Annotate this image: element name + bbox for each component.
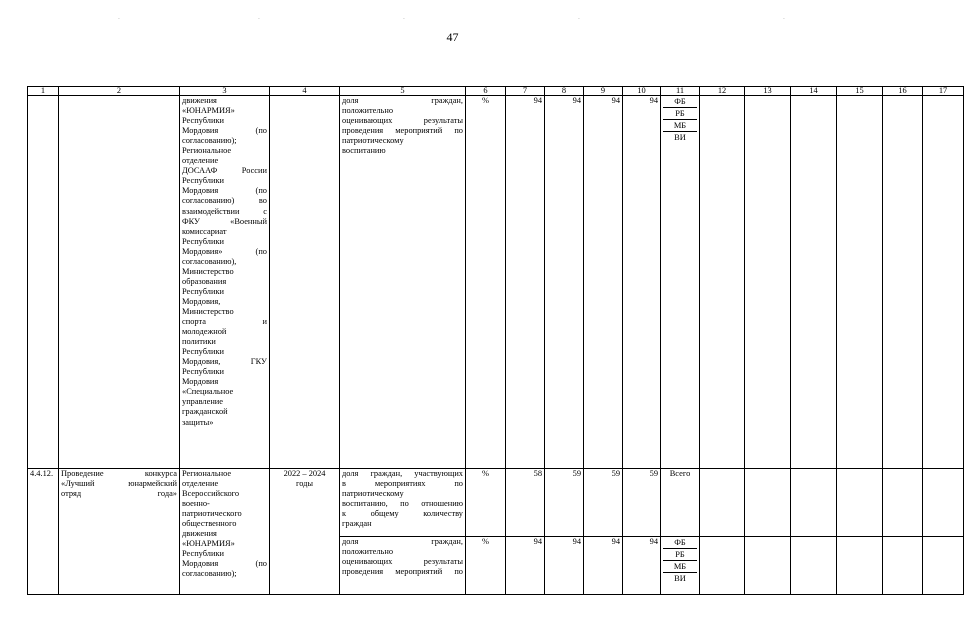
column-number-17: 17	[923, 87, 964, 96]
text-line: гражданской	[182, 407, 228, 417]
cell-unit: %	[466, 469, 506, 537]
text-line: Проведение конкурса	[61, 469, 177, 478]
cell-period	[270, 469, 340, 595]
text-line: отделение	[182, 479, 219, 489]
text-line: доля граждан,	[342, 537, 463, 546]
cell-unit: %	[466, 537, 506, 595]
column-number-10: 10	[623, 87, 661, 96]
cell-value-8: 94	[545, 537, 584, 595]
text-line: отделение	[182, 156, 219, 166]
program-table	[27, 86, 964, 595]
column-number-7: 7	[506, 87, 545, 96]
text-line: годы	[295, 479, 314, 489]
text-line: согласованию);	[182, 136, 237, 146]
text-line: движения	[182, 96, 217, 105]
cell-num: 4.4.12.	[28, 469, 59, 595]
cell-value-9: 94	[584, 537, 623, 595]
text-line: Республики	[182, 176, 225, 186]
cell-executors	[180, 469, 270, 595]
text-line: Мордовия (по	[182, 126, 267, 136]
text-line: Мордовия	[182, 377, 219, 387]
text-line: Региональное	[182, 469, 232, 478]
text-line: воспитанию	[342, 146, 386, 156]
text-line: образования	[182, 276, 227, 286]
text-line: патриотического	[182, 509, 242, 519]
text-line: политики	[182, 337, 216, 347]
column-number-14: 14	[791, 87, 837, 96]
table-row	[28, 469, 964, 537]
document-page: · · · · · 47 1 2 3 4 5 6 7 8 9 10 11 12 13 14 15 16 17 движения «ЮНАРМИЯ» Республики Мордовия (по согласованию); Региональное отделение ДОСААФ России Республики Мордовия (по согласованию) во взаимодействии с ФКУ «Военный комиссариат Республики Мордовия» (по согласованию), Министерство образования Республики Мордовия, Министерство спорта и молодежной политики Республики Мордовия, ГКУ Республики Мордовия «Специальное управление гражданской защиты» доля граждан, положительно оценивающих результаты проведения мероприятий по патриотическому воспитанию % 94 94 94 94 ФБ РБ МБ ВИ 4.4.12. Проведение конкурса «Лучший юнармейский отряд года» Региональное отделение Всероссийского военно- патриотического общественного движения «ЮНАРМИЯ» Республики Мордовия (по согласованию); 2022 – 2024 годы доля граждан, участвующих в мероприятиях по патриотическому воспитанию, по отношению к общему количеству граждан % 58 59 59 59 Всего доля граждан, положительно оценивающих результаты проведения мероприятий по % 94 94 94 94 ФБ РБ МБ ВИ	[0, 0, 905, 640]
cell-value-7: 58	[506, 469, 545, 537]
cell-unit: %	[466, 96, 506, 469]
cell-value-8: 59	[545, 469, 584, 537]
text-line: граждан	[342, 519, 372, 529]
text-line: ДОСААФ России	[182, 166, 267, 176]
text-line: 2022 – 2024	[283, 469, 326, 478]
text-line: Мордовия,	[182, 296, 221, 306]
text-line: управление	[182, 397, 223, 407]
funding-source-item: ФБ	[663, 537, 697, 549]
text-line: Мордовия» (по	[182, 246, 267, 256]
column-number-4: 4	[270, 87, 340, 96]
text-line: в мероприятиях по	[342, 479, 463, 489]
text-line: «ЮНАРМИЯ»	[182, 539, 235, 549]
cell-executors	[180, 96, 270, 469]
cell-num	[28, 96, 59, 469]
column-number-8: 8	[545, 87, 584, 96]
text-line: военно-	[182, 499, 210, 509]
text-line: «Лучший юнармейский	[61, 479, 177, 489]
text-line: положительно	[342, 106, 394, 116]
text-line: к общему количеству	[342, 509, 463, 519]
text-line: положительно	[342, 547, 394, 557]
column-number-13: 13	[745, 87, 791, 96]
text-line: проведения мероприятий по	[342, 567, 463, 577]
cell-value-7: 94	[506, 537, 545, 595]
column-number-1: 1	[28, 87, 59, 96]
text-line: Республики	[182, 116, 225, 126]
text-line: Мордовия (по	[182, 559, 267, 569]
cell-value-10: 94	[623, 96, 661, 469]
cell-value-9: 94	[584, 96, 623, 469]
column-number-3: 3	[180, 87, 270, 96]
table-row	[28, 96, 964, 469]
text-line: «ЮНАРМИЯ»	[182, 106, 235, 116]
funding-source-item: МБ	[663, 561, 697, 573]
cell-period	[270, 96, 340, 469]
cell-value-9: 59	[584, 469, 623, 537]
cell-funding-source	[661, 96, 700, 469]
text-line: молодежной	[182, 327, 227, 337]
text-line: согласованию);	[182, 569, 237, 579]
text-line: спорта и	[182, 317, 267, 327]
text-line: Мордовия (по	[182, 186, 267, 196]
text-line: воспитанию, по отношению	[342, 499, 463, 509]
text-line: оценивающих результаты	[342, 116, 463, 126]
column-number-15: 15	[837, 87, 883, 96]
funding-source-item: ВИ	[674, 133, 686, 142]
text-line: общественного	[182, 519, 237, 529]
column-number-16: 16	[883, 87, 923, 96]
page-number: 47	[446, 30, 459, 44]
text-line: Всероссийского	[182, 489, 240, 499]
text-line: ФКУ «Военный	[182, 216, 267, 226]
text-line: движения	[182, 529, 217, 539]
text-line: оценивающих результаты	[342, 557, 463, 567]
cell-funding-source	[661, 537, 700, 595]
text-line: согласованию),	[182, 256, 237, 266]
text-line: Региональное	[182, 146, 232, 156]
text-line: Министерство	[182, 306, 234, 316]
column-number-11: 11	[661, 87, 700, 96]
text-line: патриотическому	[342, 136, 404, 146]
text-line: Республики	[182, 236, 225, 246]
column-number-9: 9	[584, 87, 623, 96]
text-line: «Специальное	[182, 387, 234, 397]
cell-indicator	[340, 469, 466, 537]
text-line: комиссариат	[182, 226, 227, 236]
text-line: доля граждан,	[342, 96, 463, 105]
text-line: патриотическому	[342, 489, 404, 499]
cell-event	[59, 469, 180, 595]
cell-value-8: 94	[545, 96, 584, 469]
text-line: согласованию) во	[182, 196, 267, 206]
column-number-5: 5	[340, 87, 466, 96]
text-line: Министерство	[182, 266, 234, 276]
text-line: доля граждан, участвующих	[342, 469, 463, 478]
cell-event	[59, 96, 180, 469]
text-line: Мордовия, ГКУ	[182, 357, 267, 367]
text-line: взаимодействии с	[182, 206, 267, 216]
text-line: Республики	[182, 347, 225, 357]
text-line: защиты»	[182, 417, 214, 427]
text-line: Республики	[182, 367, 225, 377]
text-line: Республики	[182, 286, 225, 296]
column-number-2: 2	[59, 87, 180, 96]
cell-value-7: 94	[506, 96, 545, 469]
funding-source-item: РБ	[663, 108, 697, 120]
text-line: Республики	[182, 549, 225, 559]
cell-value-10: 59	[623, 469, 661, 537]
funding-source-item: РБ	[663, 549, 697, 561]
text-line: проведения мероприятий по	[342, 126, 463, 136]
cell-indicator	[340, 537, 466, 595]
funding-source-item: ФБ	[663, 96, 697, 108]
funding-source-item: ВИ	[674, 574, 686, 583]
cell-funding-source: Всего	[661, 469, 700, 537]
cell-indicator	[340, 96, 466, 469]
column-number-6: 6	[466, 87, 506, 96]
column-number-12: 12	[700, 87, 745, 96]
column-number-row	[28, 87, 964, 96]
cell-value-10: 94	[623, 537, 661, 595]
funding-source-item: МБ	[663, 120, 697, 132]
text-line: отряд года»	[61, 489, 177, 499]
